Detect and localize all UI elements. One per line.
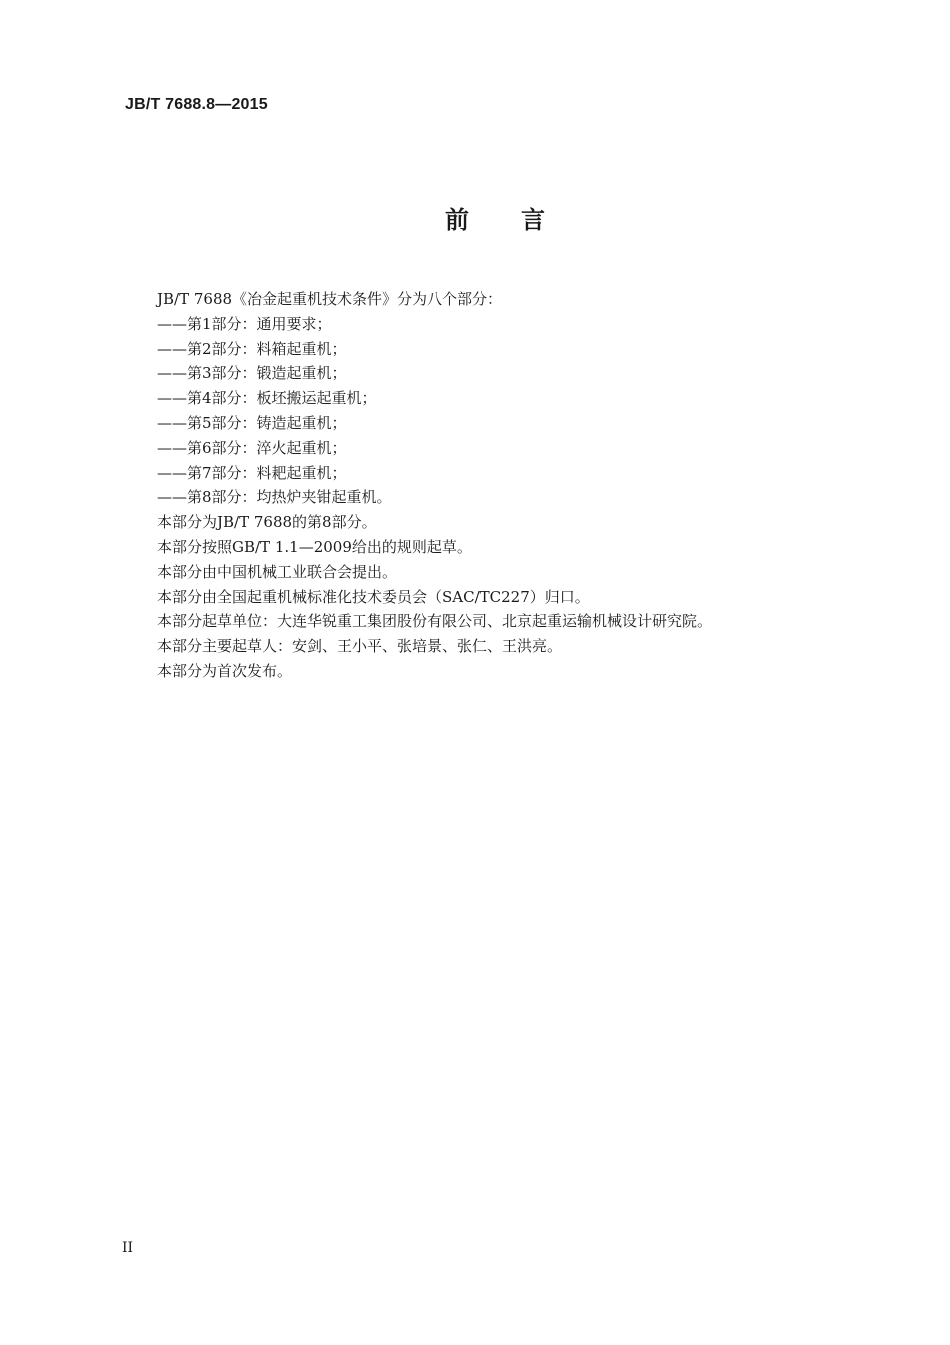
part-list-item-8: ——第8部分：均热炉夹钳起重机。: [157, 488, 392, 507]
standard-code-header: JB/T 7688.8—2015: [125, 96, 268, 113]
statement-drafting-rules: 本部分按照GB/T 1.1—2009给出的规则起草。: [157, 537, 472, 556]
intro-paragraph: JB/T 7688《冶金起重机技术条件》分为八个部分：: [157, 290, 503, 308]
page-number: II: [122, 1240, 134, 1256]
part-list-item-3: ——第3部分：锻造起重机；: [157, 364, 347, 383]
statement-under-jurisdiction: 本部分由全国起重机械标准化技术委员会（SAC/TC227）归口。: [157, 587, 590, 606]
page-title: 前言: [445, 205, 597, 234]
part-list-item-7: ——第7部分：料耙起重机；: [157, 463, 347, 482]
part-list-item-4: ——第4部分：板坯搬运起重机；: [157, 389, 377, 408]
statement-drafting-units: 本部分起草单位：大连华锐重工集团股份有限公司、北京起重运输机械设计研究院。: [157, 612, 713, 631]
part-list-item-2: ——第2部分：料箱起重机；: [157, 339, 347, 358]
statement-proposed-by: 本部分由中国机械工业联合会提出。: [157, 562, 398, 581]
part-list-item-5: ——第5部分：铸造起重机；: [157, 413, 347, 432]
foreword-body: [157, 287, 712, 684]
statement-part-number: 本部分为JB/T 7688的第8部分。: [157, 513, 377, 532]
statement-main-drafters: 本部分主要起草人：安剑、王小平、张培景、张仁、王洪亮。: [157, 637, 563, 656]
statement-first-release: 本部分为首次发布。: [157, 661, 293, 680]
part-list-item-6: ——第6部分：淬火起重机；: [157, 438, 347, 457]
part-list-item-1: ——第1部分：通用要求；: [157, 314, 332, 333]
